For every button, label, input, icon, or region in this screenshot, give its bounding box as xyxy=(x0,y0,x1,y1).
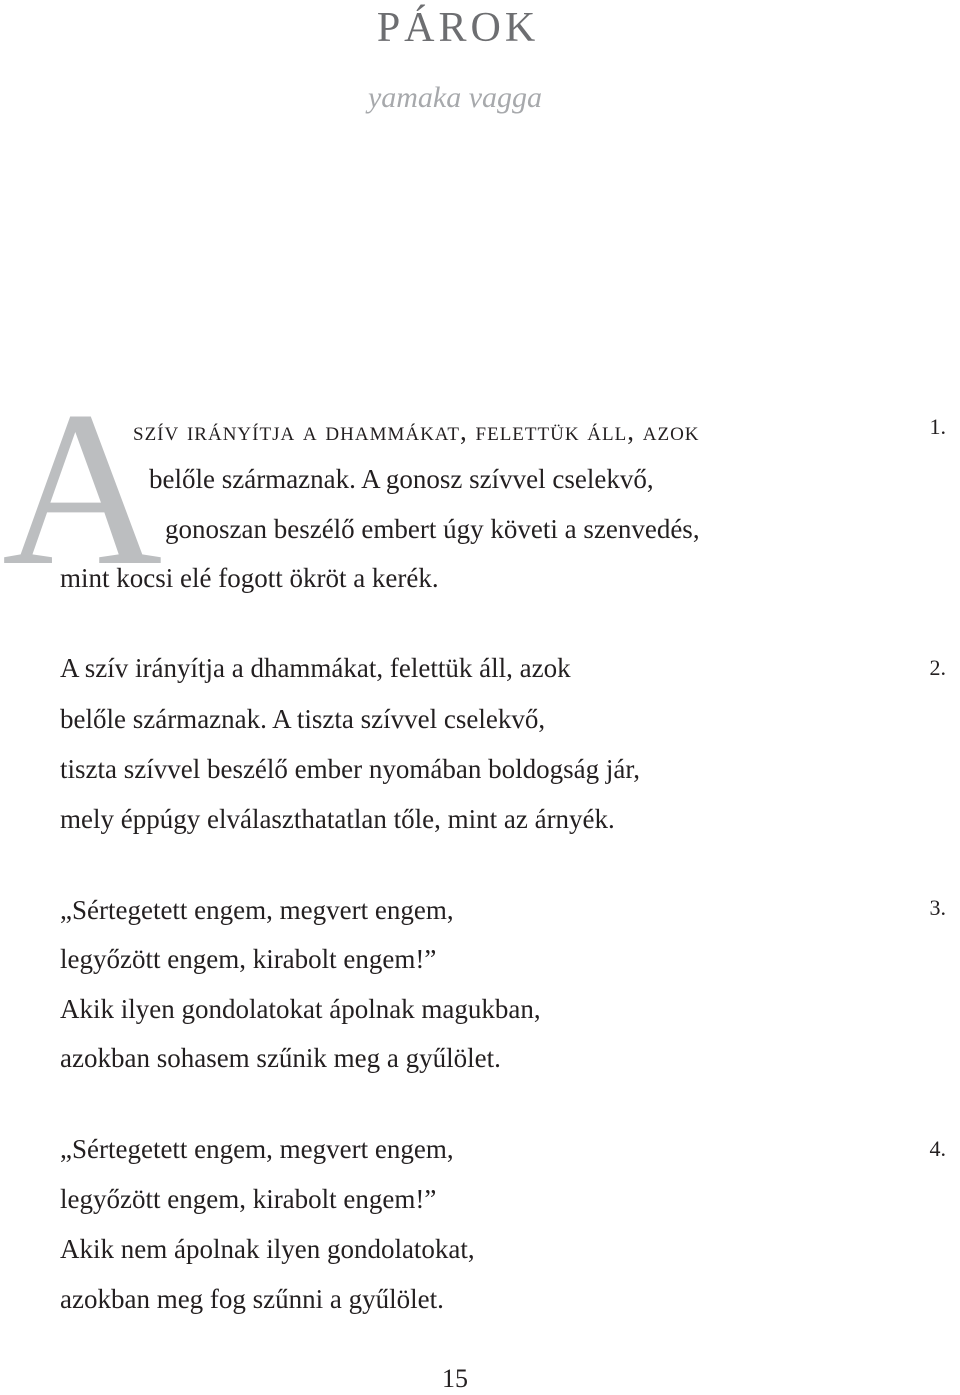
verse-line: „Sértegetett engem, megvert engem, xyxy=(60,895,454,925)
verse-number: 4. xyxy=(929,1136,946,1161)
verse-line: belőle származnak. A tiszta szívvel cselekvő, xyxy=(60,704,546,734)
verse-line: szív irányítja a dhammákat, felettük áll, azok xyxy=(133,416,700,446)
verse-line: mint kocsi elé fogott ökröt a kerék. xyxy=(60,563,439,593)
chapter-subtitle: yamaka vagga xyxy=(367,81,543,114)
verse-line: A szív irányítja a dhammákat, felettük áll, azok xyxy=(60,653,571,683)
verse-line: azokban sohasem szűnik meg a gyűlölet. xyxy=(60,1043,501,1073)
verse-line: mely éppúgy elválaszthatatlan tőle, mint az árnyék. xyxy=(60,804,615,834)
verse-line: belőle származnak. A gonosz szívvel cselekvő, xyxy=(149,464,654,494)
verse-number: 3. xyxy=(929,895,946,920)
verse-line: „Sértegetett engem, megvert engem, xyxy=(60,1134,454,1164)
verse-line: tiszta szívvel beszélő ember nyomában boldogság jár, xyxy=(60,754,640,784)
drop-cap: A xyxy=(2,366,163,612)
verse-line: gonoszan beszélő embert úgy követi a szenvedés, xyxy=(165,514,700,544)
verse-line: Akik nem ápolnak ilyen gondolatokat, xyxy=(60,1234,475,1264)
verse-line: azokban meg fog szűnni a gyűlölet. xyxy=(60,1284,444,1314)
verse-line: legyőzött engem, kirabolt engem!” xyxy=(60,1184,437,1214)
page-number: 15 xyxy=(442,1364,468,1393)
verse-number: 1. xyxy=(929,414,946,439)
verse-number: 2. xyxy=(929,655,946,680)
verse-line: legyőzött engem, kirabolt engem!” xyxy=(60,944,437,974)
verse-line: Akik ilyen gondolatokat ápolnak magukban, xyxy=(60,994,541,1024)
chapter-title: PÁROK xyxy=(376,5,540,51)
